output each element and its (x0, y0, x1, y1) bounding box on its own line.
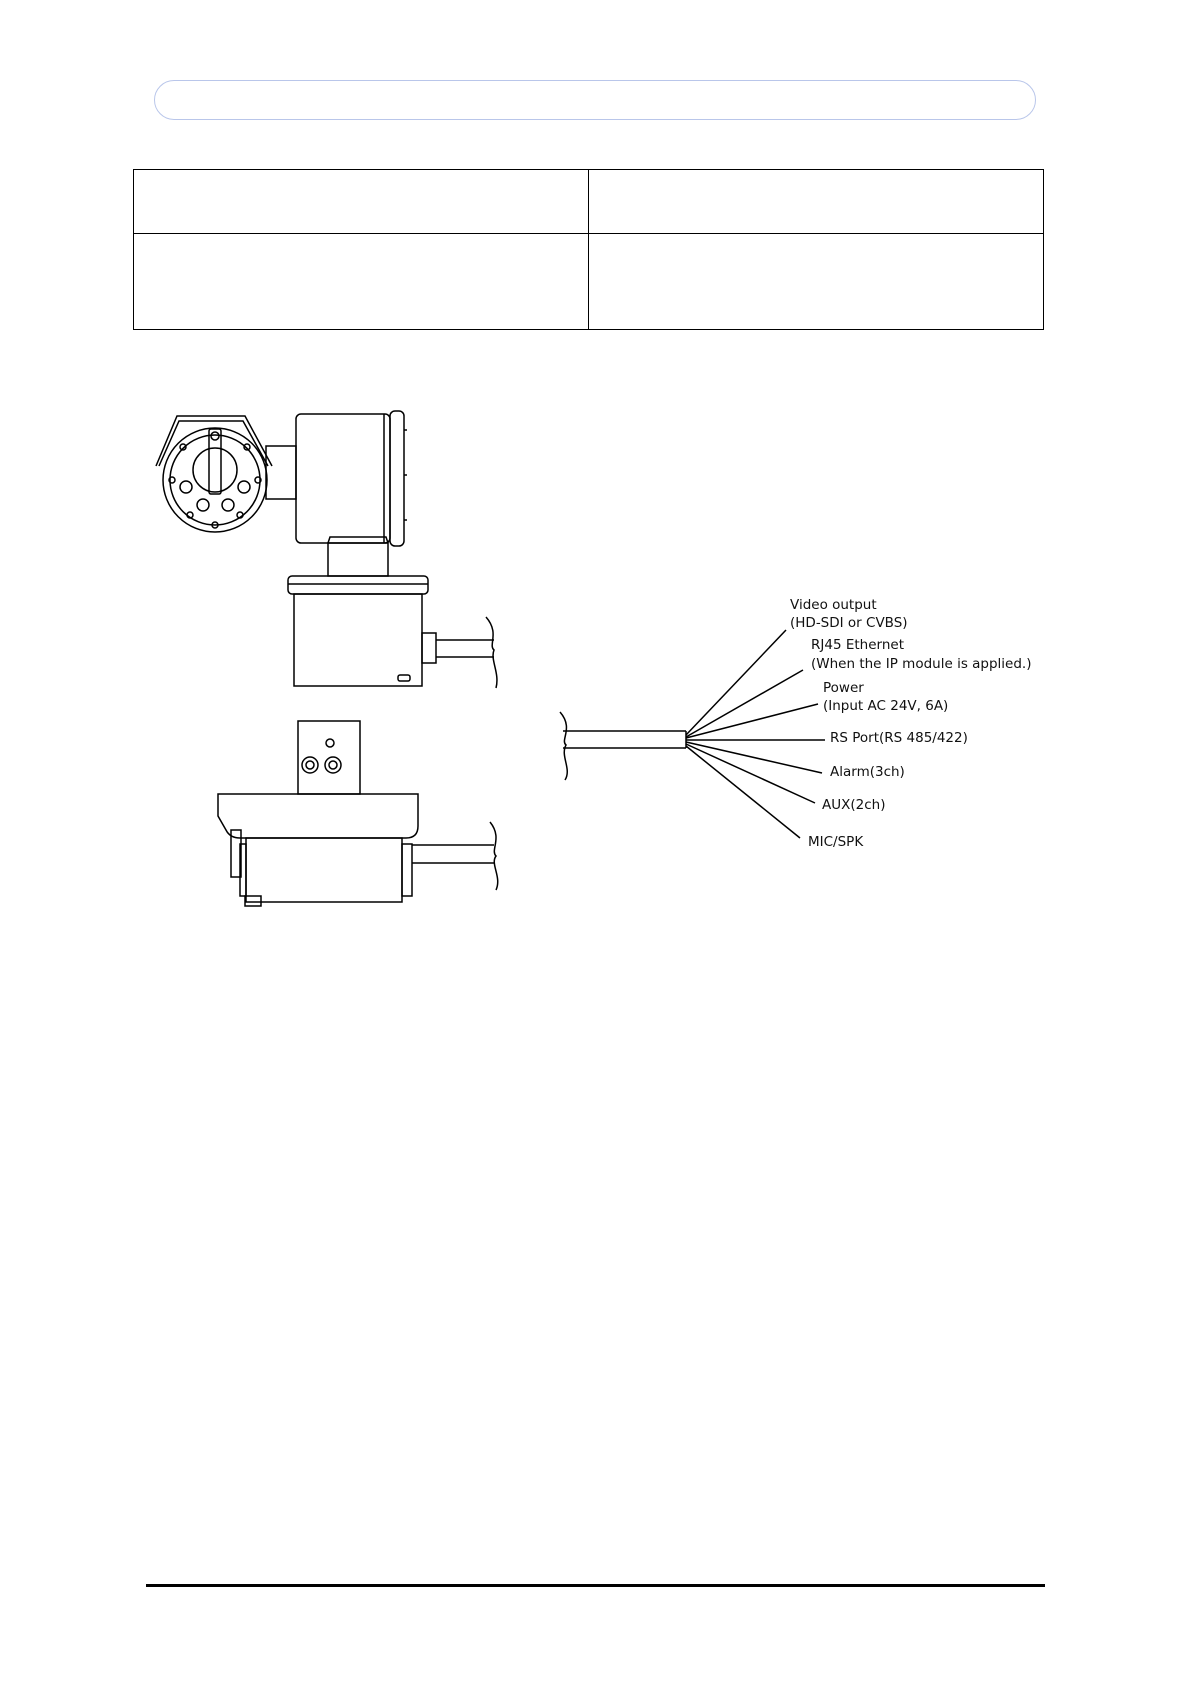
alarm-label: Alarm(3ch) (830, 764, 905, 780)
power-label: Power (823, 680, 864, 696)
wire-video (686, 630, 786, 735)
footer-rule (146, 1584, 1045, 1587)
ethernet-sublabel: (When the IP module is applied.) (811, 656, 1032, 672)
camera-top-view (218, 721, 498, 906)
power-sublabel: (Input AC 24V, 6A) (823, 698, 949, 714)
video-output-sublabel: (HD-SDI or CVBS) (790, 615, 908, 631)
ethernet-label: RJ45 Ethernet (811, 637, 904, 653)
wire-aux (686, 744, 815, 803)
wire-alarm (686, 742, 822, 773)
wire-mic-spk (686, 746, 800, 838)
cable-breakout (560, 630, 825, 838)
video-output-label: Video output (790, 597, 877, 613)
wire-power (686, 704, 818, 738)
mic-spk-label: MIC/SPK (808, 834, 864, 850)
rs-port-label: RS Port(RS 485/422) (830, 730, 968, 746)
wire-ethernet (686, 670, 803, 737)
aux-label: AUX(2ch) (822, 797, 886, 813)
camera-front-view (156, 411, 497, 688)
